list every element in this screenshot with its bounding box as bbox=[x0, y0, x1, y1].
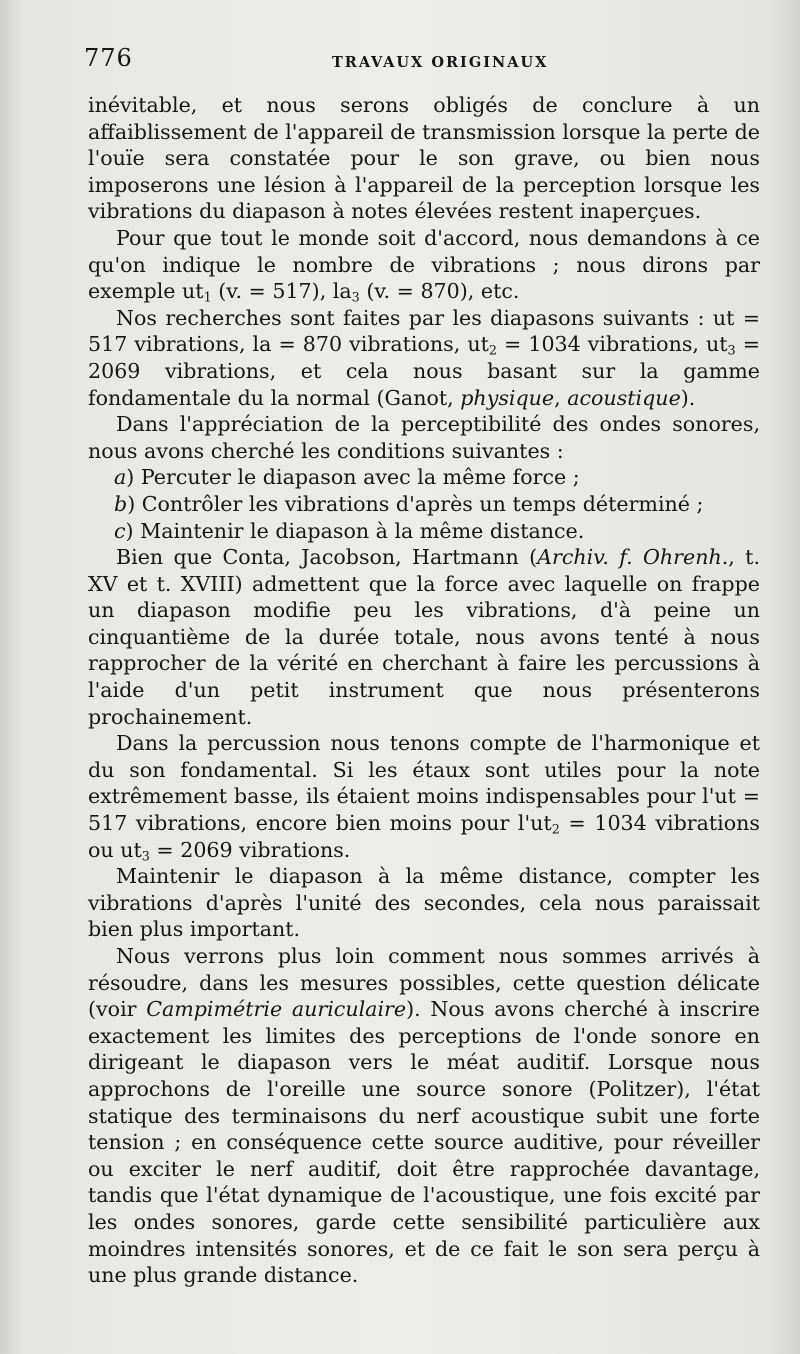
text-run: = 1034 vibrations, ut bbox=[497, 332, 728, 357]
text-run: (v. = 870), etc. bbox=[359, 279, 520, 304]
italic-text: acoustique bbox=[567, 385, 681, 410]
italic-text: b bbox=[114, 491, 128, 516]
text-run: ) Percuter le diapason avec la même force ; bbox=[126, 465, 580, 490]
text-run: = 1034 vibrations ou ut bbox=[88, 811, 760, 862]
subscript: 3 bbox=[351, 290, 360, 306]
text-run: = 2069 vibrations. bbox=[149, 837, 351, 862]
subscript: 3 bbox=[141, 849, 150, 865]
body-text bbox=[88, 92, 760, 1289]
text-run: Nos recherches sont faites par les diapasons suivants : ut = 517 vibrations, la = 870 vibrations, ut bbox=[88, 305, 760, 357]
text-run: = 2069 vibrations, et cela nous basant sur la gamme fondamentale du la normal (Ganot, bbox=[88, 332, 760, 410]
list-item bbox=[88, 518, 760, 545]
paragraph bbox=[88, 305, 760, 411]
subscript: 2 bbox=[551, 822, 560, 838]
text-run: ). Nous avons cherché à inscrire exactement les limites des perceptions de l'onde sonore en dirigeant le diapason vers le méat auditif. Lorsque nous approchons de l'oreille une source sonore (Politzer), l'état statique des terminaisons du nerf acoustique subit une forte tension ; en conséquence cette source auditive, pour réveiller ou exciter le nerf auditif, doit être rapprochée davantage, tandis que l'état dynamique de l'acoustique, une fois excité par les ondes sonores, garde cette sensibilité particulière aux moindres intensités sonores, et de ce fait le son sera perçu à une plus grande distance. bbox=[88, 997, 760, 1288]
text-run: Maintenir le diapason à la même distance, compter les vibrations d'après l'unité des secondes, cela nous paraissait bien plus important. bbox=[88, 864, 760, 942]
text-run: (v. = 517), la bbox=[211, 279, 352, 304]
paragraph bbox=[88, 225, 760, 305]
text-run: Dans la percussion nous tenons compte de l'harmonique et du son fondamental. Si les étaux sont utiles pour la note extrêmement basse, ils étaient moins indispensables pour l'ut = 517 vibrations, encore bien moins pour l'ut bbox=[88, 731, 760, 836]
text-run: , bbox=[554, 385, 568, 410]
paragraph bbox=[88, 863, 760, 943]
paragraph bbox=[88, 730, 760, 863]
subscript: 2 bbox=[488, 343, 497, 359]
text-run: Pour que tout le monde soit d'accord, nous demandons à ce qu'on indique le nombre de vibrations ; nous dirons par exemple ut bbox=[88, 225, 760, 304]
italic-text: Campimétrie auriculaire bbox=[146, 997, 407, 1022]
text-run: inévitable, et nous serons obligés de conclure à un affaiblissement de l'appareil de transmission lorsque la perte de l'ouïe sera constatée pour le son grave, ou bien nous imposerons une lésion à l'appareil de la perception lorsque les vibrations du diapason à notes élevées restent inaperçues. bbox=[88, 93, 760, 224]
list-item bbox=[88, 464, 760, 491]
text-run: , t. XV et t. XVIII) admettent que la force avec laquelle on frappe un diapason modifie peu les vibrations, d'à peine un cinquantième de la durée totale, nous avons tenté à nous rapprocher de la vérité en cherchant à faire les percussions à l'aide d'un petit instrument que nous présenterons prochainement. bbox=[88, 545, 760, 729]
page-header bbox=[84, 44, 760, 80]
italic-text: Archiv. f. Ohrenh. bbox=[537, 545, 729, 570]
text-run: Nous verrons plus loin comment nous sommes arrivés à résoudre, dans les mesures possibles, cette question délicate (voir bbox=[88, 944, 760, 1022]
text-run: Dans l'appréciation de la perceptibilité des ondes sonores, nous avons cherché les conditions suivantes : bbox=[88, 412, 760, 463]
paragraph bbox=[88, 943, 760, 1289]
subscript: 3 bbox=[727, 343, 736, 359]
italic-text: physique bbox=[460, 385, 555, 410]
italic-text: c bbox=[114, 518, 126, 543]
italic-text: a bbox=[114, 465, 127, 490]
running-head: TRAVAUX ORIGINAUX bbox=[332, 54, 549, 71]
text-run: ) Contrôler les vibrations d'après un temps déterminé ; bbox=[127, 491, 704, 516]
page-number: 776 bbox=[84, 44, 133, 72]
text-run: ) Maintenir le diapason à la même distance. bbox=[125, 518, 585, 543]
paragraph bbox=[88, 544, 760, 730]
paragraph bbox=[88, 411, 760, 464]
paragraph bbox=[88, 92, 760, 225]
subscript: 1 bbox=[203, 290, 212, 306]
list-item bbox=[88, 491, 760, 518]
text-run: ). bbox=[680, 385, 696, 410]
text-run: Bien que Conta, Jacobson, Hartmann ( bbox=[116, 545, 538, 570]
